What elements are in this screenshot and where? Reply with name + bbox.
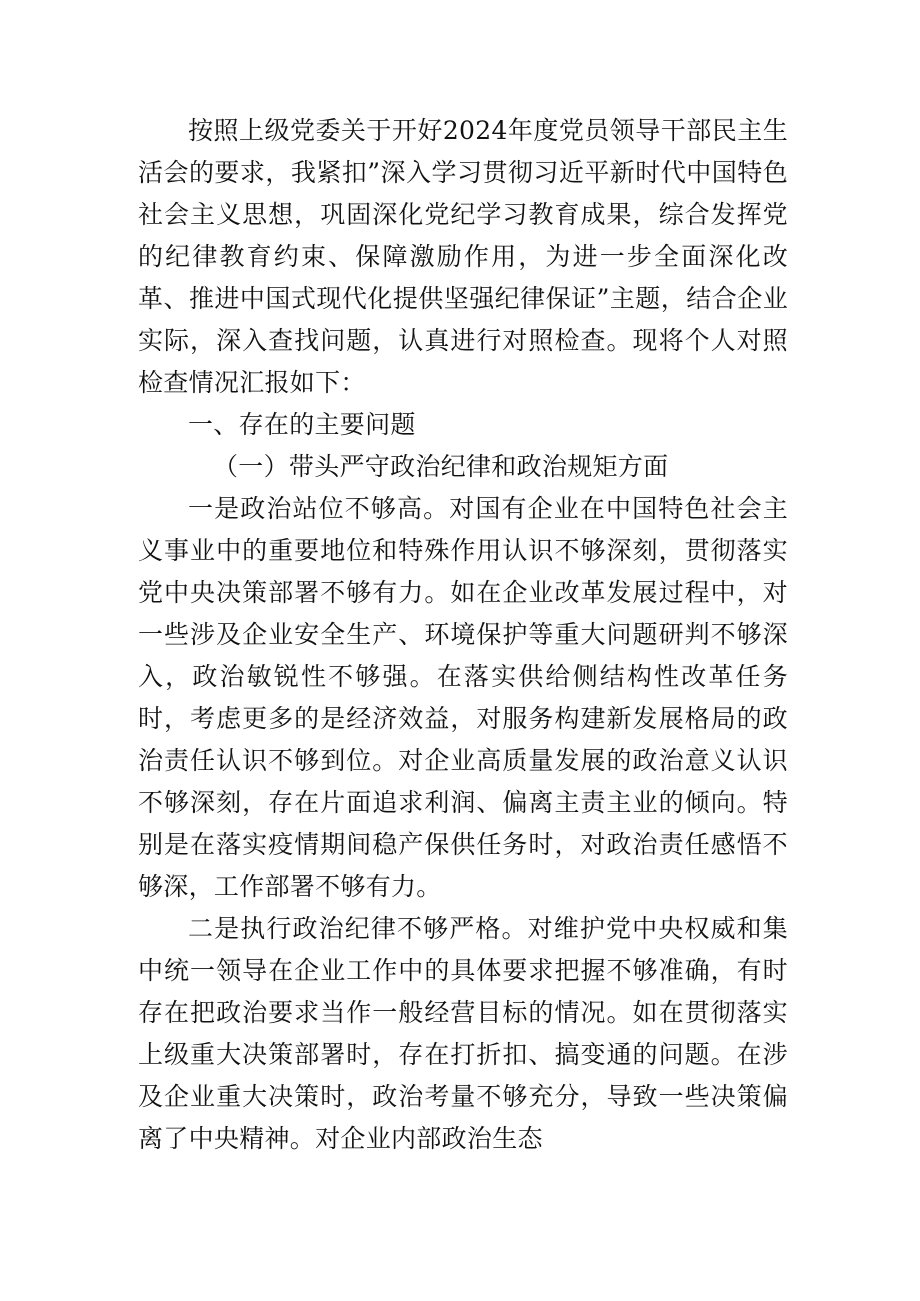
section-heading: 一、存在的主要问题 [188,410,416,439]
intro-paragraph: 按照上级党委关于开好2024年度党员领导干部民主生活会的要求，我紧扣”深入学习贯彻习近平新时代中国特色社会主义思想，巩固深化党纪学习教育成果，综合发挥党的纪律教育约束、保障激励作用，为进一步全面深化改革、推进中国式现代化提供坚强纪律保证”主题，结合企业实际，深入查找问题，认真进行对照检查。现将个人对照检查情况汇报如下： [138,116,788,397]
document-body [138,110,788,1160]
subsection-heading: （一）带头严守政治纪律和政治规矩方面 [213,452,669,481]
body-paragraph-1: 一是政治站位不够高。对国有企业在中国特色社会主义事业中的重要地位和特殊作用认识不够深刻，贯彻落实党中央决策部署不够有力。如在企业改革发展过程中，对一些涉及企业安全生产、环境保护等重大问题研判不够深入，政治敏锐性不够强。在落实供给侧结构性改革任务时，考虑更多的是经济效益，对服务构建新发展格局的政治责任认识不够到位。对企业高质量发展的政治意义认识不够深刻，存在片面追求利润、偏离主责主业的倾向。特别是在落实疫情期间稳产保供任务时，对政治责任感悟不够深，工作部署不够有力。 [138,494,788,901]
body-paragraph-2: 二是执行政治纪律不够严格。对维护党中央权威和集中统一领导在企业工作中的具体要求把握不够准确，有时存在把政治要求当作一般经营目标的情况。如在贯彻落实上级重大决策部署时，存在打折扣、搞变通的问题。在涉及企业重大决策时，政治考量不够充分，导致一些决策偏离了中央精神。对企业内部政治生态 [138,914,788,1153]
